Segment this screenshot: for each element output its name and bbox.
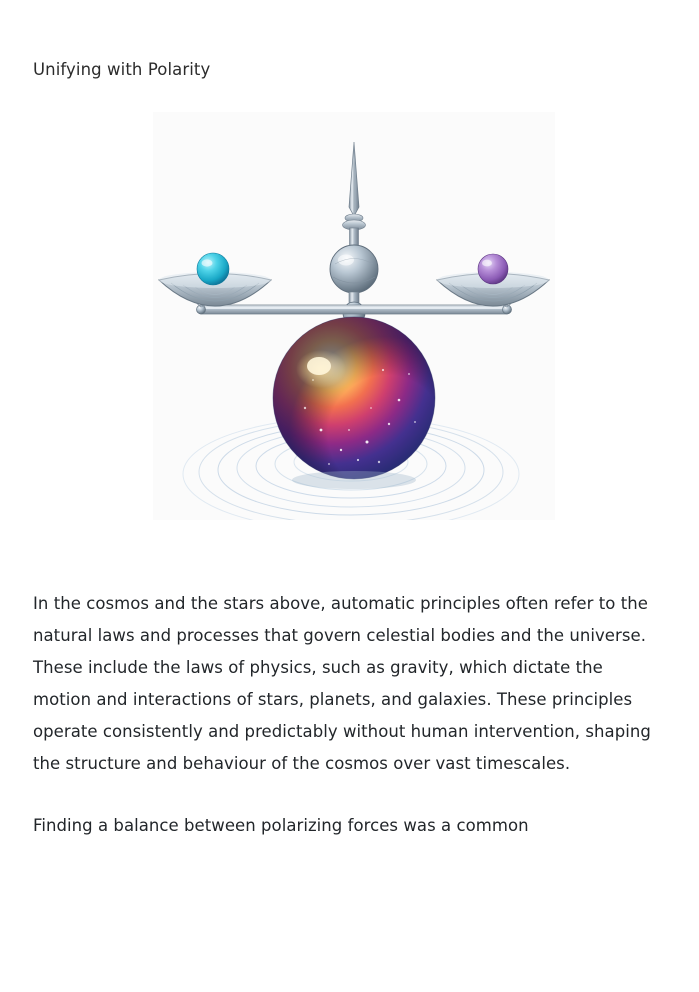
cosmic-sphere-shape bbox=[273, 317, 435, 479]
central-knob-shape bbox=[330, 245, 378, 293]
article-body bbox=[33, 588, 653, 842]
right-orb-shape bbox=[478, 254, 508, 284]
contact-shadow-shape bbox=[292, 471, 416, 489]
paragraph-1: In the cosmos and the stars above, automatic principles often refer to the natural laws and processes that govern celestial bodies and the universe. These include the laws of physics, such as gravity, which dictate the motion and interactions of stars, planets, and galaxies. These principles operate consistently and predictably without human intervention, shaping the structure and behaviour of the cosmos over vast timescales. bbox=[33, 594, 651, 773]
balance-beam-shape bbox=[197, 305, 512, 314]
cosmic-balance-scale-illustration bbox=[153, 112, 555, 520]
page-title: Unifying with Polarity bbox=[33, 60, 211, 79]
paragraph-2: Finding a balance between polarizing forces was a common bbox=[33, 816, 529, 835]
left-orb-shape bbox=[197, 253, 229, 285]
illustration-svg bbox=[153, 112, 555, 520]
figure-container bbox=[33, 112, 666, 520]
